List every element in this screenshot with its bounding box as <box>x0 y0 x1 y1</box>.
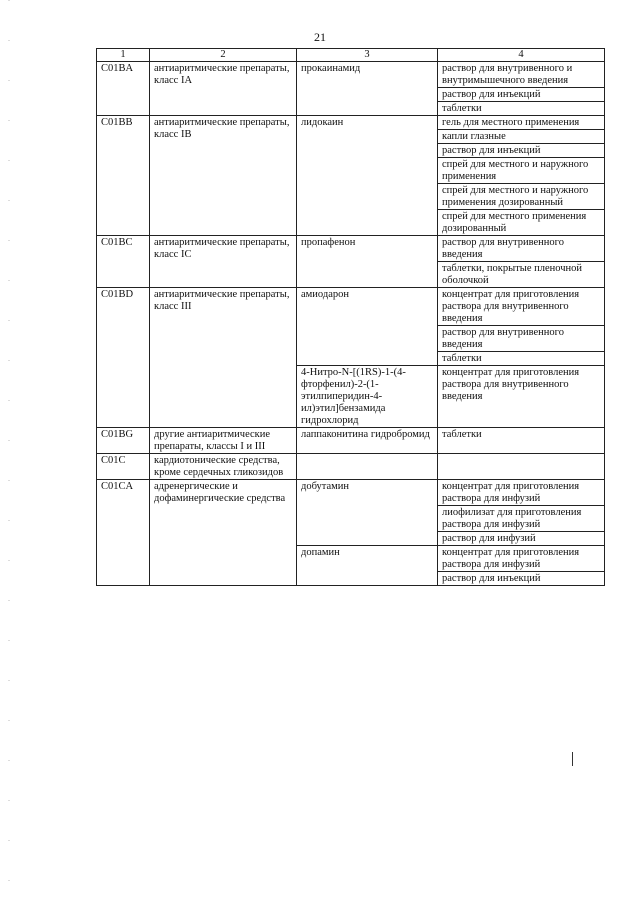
header-col-4: 4 <box>438 49 605 62</box>
atc-code-cell: C01BG <box>97 428 150 454</box>
group-name-cell: антиаритмические препараты, класс IC <box>150 236 297 288</box>
table-row <box>97 454 605 480</box>
dosage-form-cell: раствор для внутривенного введения <box>438 236 605 262</box>
group-name-cell: адренергические и дофаминергические средства <box>150 480 297 586</box>
drug-name-cell: прокаинамид <box>297 62 438 116</box>
drug-name-cell: добутамин <box>297 480 438 546</box>
table-header <box>97 49 605 62</box>
dosage-form-cell: раствор для внутривенного и внутримышечного введения <box>438 62 605 88</box>
header-col-3: 3 <box>297 49 438 62</box>
atc-code-cell: C01CA <box>97 480 150 586</box>
dosage-form-cell <box>438 454 605 480</box>
drug-name-cell: лаппаконитина гидробромид <box>297 428 438 454</box>
drug-name-cell: допамин <box>297 546 438 586</box>
atc-code-cell: C01BD <box>97 288 150 428</box>
table-body <box>97 62 605 586</box>
dosage-form-cell: концентрат для приготовления раствора для внутривенного введения <box>438 366 605 428</box>
dosage-form-cell: раствор для внутривенного введения <box>438 326 605 352</box>
group-name-cell: кардиотонические средства, кроме сердечных гликозидов <box>150 454 297 480</box>
dosage-form-cell: концентрат для приготовления раствора для инфузий <box>438 480 605 506</box>
page-number: 21 <box>314 30 326 44</box>
drug-name-cell: пропафенон <box>297 236 438 288</box>
atc-code-cell: C01BC <box>97 236 150 288</box>
drug-name-cell <box>297 454 438 480</box>
dosage-form-cell: капли глазные <box>438 130 605 144</box>
header-col-2: 2 <box>150 49 297 62</box>
table-row <box>97 116 605 130</box>
drug-name-cell: амиодарон <box>297 288 438 366</box>
dosage-form-cell: раствор для инъекций <box>438 572 605 586</box>
atc-code-cell: C01BB <box>97 116 150 236</box>
table-row <box>97 480 605 506</box>
dosage-form-cell: таблетки <box>438 352 605 366</box>
table-row <box>97 62 605 88</box>
dosage-form-cell: спрей для местного и наружного применения <box>438 158 605 184</box>
drug-classification-table <box>96 48 605 586</box>
header-col-1: 1 <box>97 49 150 62</box>
table-row <box>97 236 605 262</box>
dosage-form-cell: таблетки <box>438 428 605 454</box>
dosage-form-cell: спрей для местного применения дозированный <box>438 210 605 236</box>
atc-code-cell: C01C <box>97 454 150 480</box>
dosage-form-cell: раствор для инфузий <box>438 532 605 546</box>
dosage-form-cell: раствор для инъекций <box>438 88 605 102</box>
scan-edge-artifact <box>8 0 10 905</box>
dosage-form-cell: гель для местного применения <box>438 116 605 130</box>
dosage-form-cell: лиофилизат для приготовления раствора для инфузий <box>438 506 605 532</box>
drug-name-cell: лидокаин <box>297 116 438 236</box>
dosage-form-cell: концентрат для приготовления раствора для внутривенного введения <box>438 288 605 326</box>
header-row <box>97 49 605 62</box>
dosage-form-cell: раствор для инъекций <box>438 144 605 158</box>
drug-name-cell: 4-Нитро-N-[(1RS)-1-(4-фторфенил)-2-(1-этилпиперидин-4-ил)этил]бензамида гидрохлорид <box>297 366 438 428</box>
atc-code-cell: C01BA <box>97 62 150 116</box>
dosage-form-cell: таблетки <box>438 102 605 116</box>
table-row <box>97 428 605 454</box>
group-name-cell: другие антиаритмические препараты, классы I и III <box>150 428 297 454</box>
group-name-cell: антиаритмические препараты, класс III <box>150 288 297 428</box>
group-name-cell: антиаритмические препараты, класс IB <box>150 116 297 236</box>
dosage-form-cell: концентрат для приготовления раствора для инфузий <box>438 546 605 572</box>
margin-mark <box>572 752 573 766</box>
dosage-form-cell: спрей для местного и наружного применения дозированный <box>438 184 605 210</box>
group-name-cell: антиаритмические препараты, класс IA <box>150 62 297 116</box>
table-row <box>97 288 605 326</box>
dosage-form-cell: таблетки, покрытые пленочной оболочкой <box>438 262 605 288</box>
